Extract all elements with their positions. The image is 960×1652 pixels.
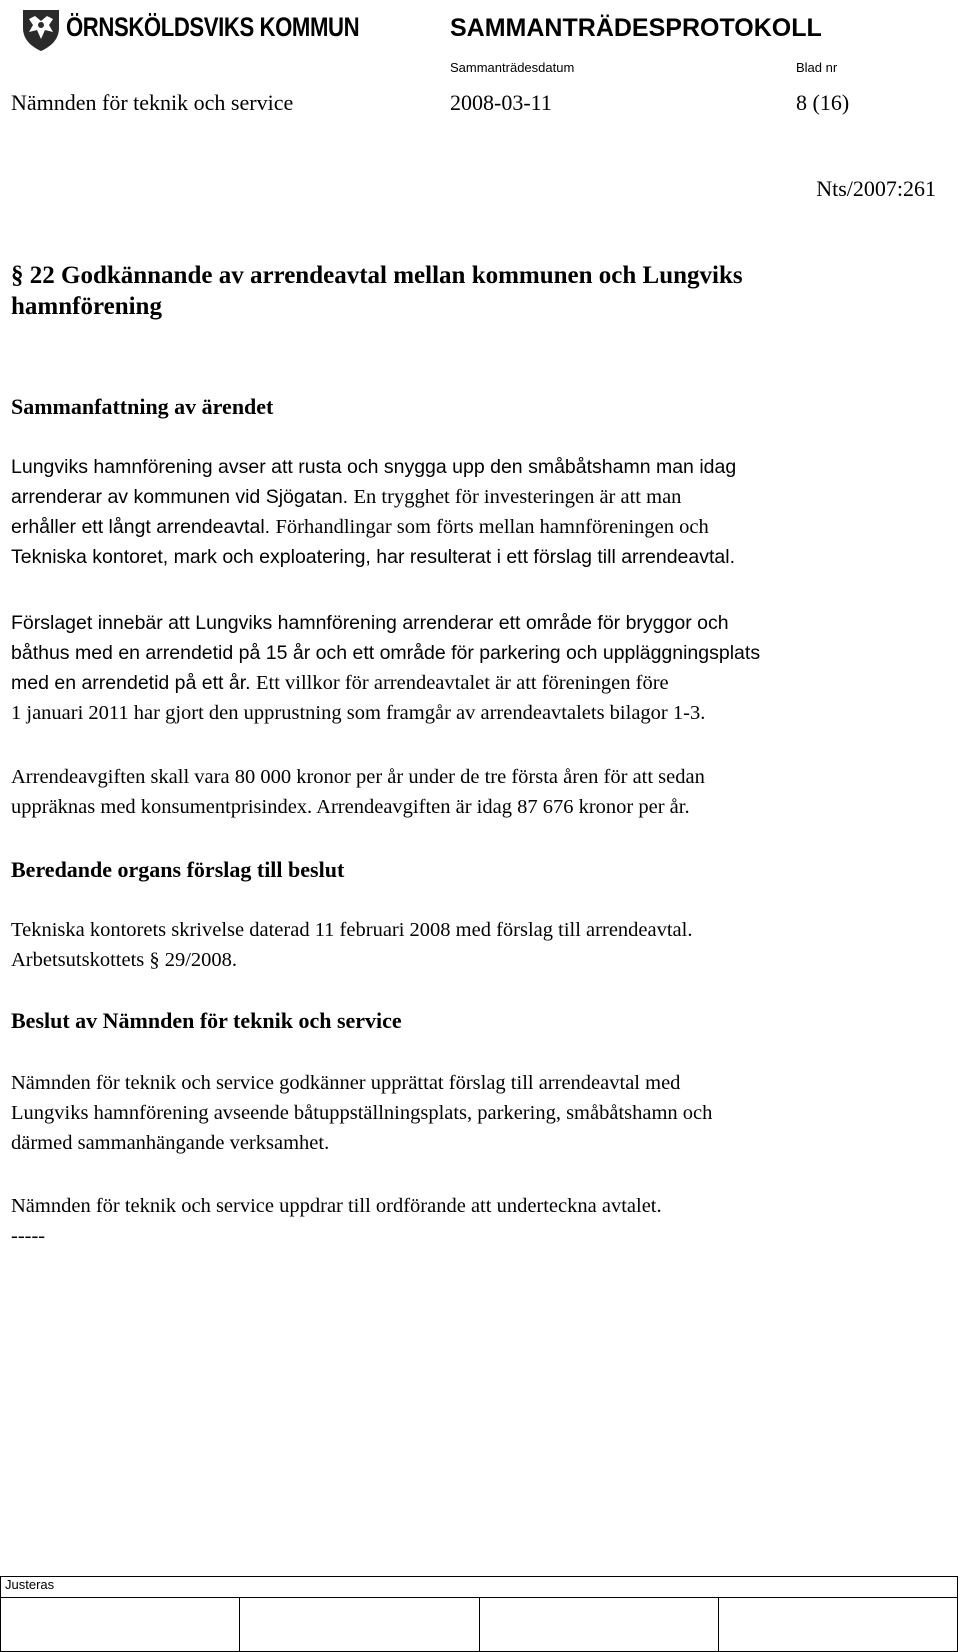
decision-heading: Beslut av Nämnden för teknik och service xyxy=(11,1008,402,1033)
paragraph-line: arrenderar av kommunen vid Sjögatan. xyxy=(11,486,354,508)
proposal-paragraph xyxy=(11,915,941,975)
paragraph-line: Förhandlingar som förts mellan hamnföreningen och xyxy=(275,516,709,538)
item-title-line: § 22 Godkännande av arrendeavtal mellan kommunen och Lungviks xyxy=(11,262,743,289)
paragraph-line: Förslaget innebär att Lungviks hamnförening arrenderar ett område för bryggor och xyxy=(11,612,729,634)
municipality-crest-icon xyxy=(20,6,62,52)
item-title xyxy=(11,260,911,322)
document-type-title: SAMMANTRÄDESPROTOKOLL xyxy=(450,14,822,42)
signature-label: Justeras xyxy=(1,1577,958,1598)
paragraph-line: med en arrendetid på ett år. xyxy=(11,672,256,694)
summary-paragraph-1 xyxy=(11,452,941,572)
decision-paragraph-1 xyxy=(11,1068,941,1158)
meeting-date-label: Sammanträdesdatum xyxy=(450,60,575,75)
paragraph-line: Lungviks hamnförening avser att rusta och snygga upp den småbåtshamn man idag xyxy=(11,456,737,478)
page-number: 8 (16) xyxy=(796,90,850,115)
signature-table xyxy=(0,1576,958,1652)
paragraph-line: Nämnden för teknik och service godkänner upprättat förslag till arrendeavtal med xyxy=(11,1072,681,1094)
organization-name: ÖRNSKÖLDSVIKS KOMMUN xyxy=(66,12,360,42)
paragraph-line: Nämnden för teknik och service uppdrar till ordförande att underteckna avtalet. xyxy=(11,1195,662,1217)
meeting-date: 2008-03-11 xyxy=(450,90,552,115)
paragraph-line: Arrendeavgiften skall vara 80 000 kronor per år under de tre första åren för att sedan xyxy=(11,766,705,788)
paragraph-line: 1 januari 2011 har gjort den upprustning som framgår av arrendeavtalets bilagor 1-3. xyxy=(11,702,706,724)
proposal-heading: Beredande organs förslag till beslut xyxy=(11,857,345,882)
paragraph-line: En trygghet för investeringen är att man xyxy=(353,486,682,508)
paragraph-line: erhåller ett långt arrendeavtal. xyxy=(11,516,276,538)
summary-paragraph-2 xyxy=(11,608,941,728)
item-title-line: hamnförening xyxy=(11,293,162,320)
signature-cell xyxy=(718,1598,957,1652)
paragraph-line: Arbetsutskottets § 29/2008. xyxy=(11,949,238,971)
paragraph-line: Lungviks hamnförening avseende båtuppställningsplats, parkering, småbåtshamn och xyxy=(11,1102,713,1124)
summary-heading: Sammanfattning av ärendet xyxy=(11,394,274,419)
paragraph-line: uppräknas med konsumentprisindex. Arrendeavgiften är idag 87 676 kronor per år. xyxy=(11,796,690,818)
paragraph-line: båthus med en arrendetid på 15 år och ett område för parkering och uppläggningsplats xyxy=(11,642,761,664)
signature-cell xyxy=(479,1598,718,1652)
signature-cell xyxy=(1,1598,240,1652)
decision-paragraph-2 xyxy=(11,1191,941,1251)
case-number: Nts/2007:261 xyxy=(816,176,936,201)
paragraph-line: därmed sammanhängande verksamhet. xyxy=(11,1132,330,1154)
end-marker: ----- xyxy=(11,1225,46,1247)
paragraph-line: Tekniska kontoret, mark och exploatering, har resulterat i ett förslag till arrendeavtal. xyxy=(11,546,736,568)
summary-paragraph-3 xyxy=(11,762,941,822)
paragraph-line: Tekniska kontorets skrivelse daterad 11 februari 2008 med förslag till arrendeavtal. xyxy=(11,919,693,941)
signature-cell xyxy=(240,1598,479,1652)
paragraph-line: Ett villkor för arrendeavtalet är att föreningen före xyxy=(256,672,669,694)
page-number-label: Blad nr xyxy=(796,60,838,75)
committee-name: Nämnden för teknik och service xyxy=(11,90,294,115)
